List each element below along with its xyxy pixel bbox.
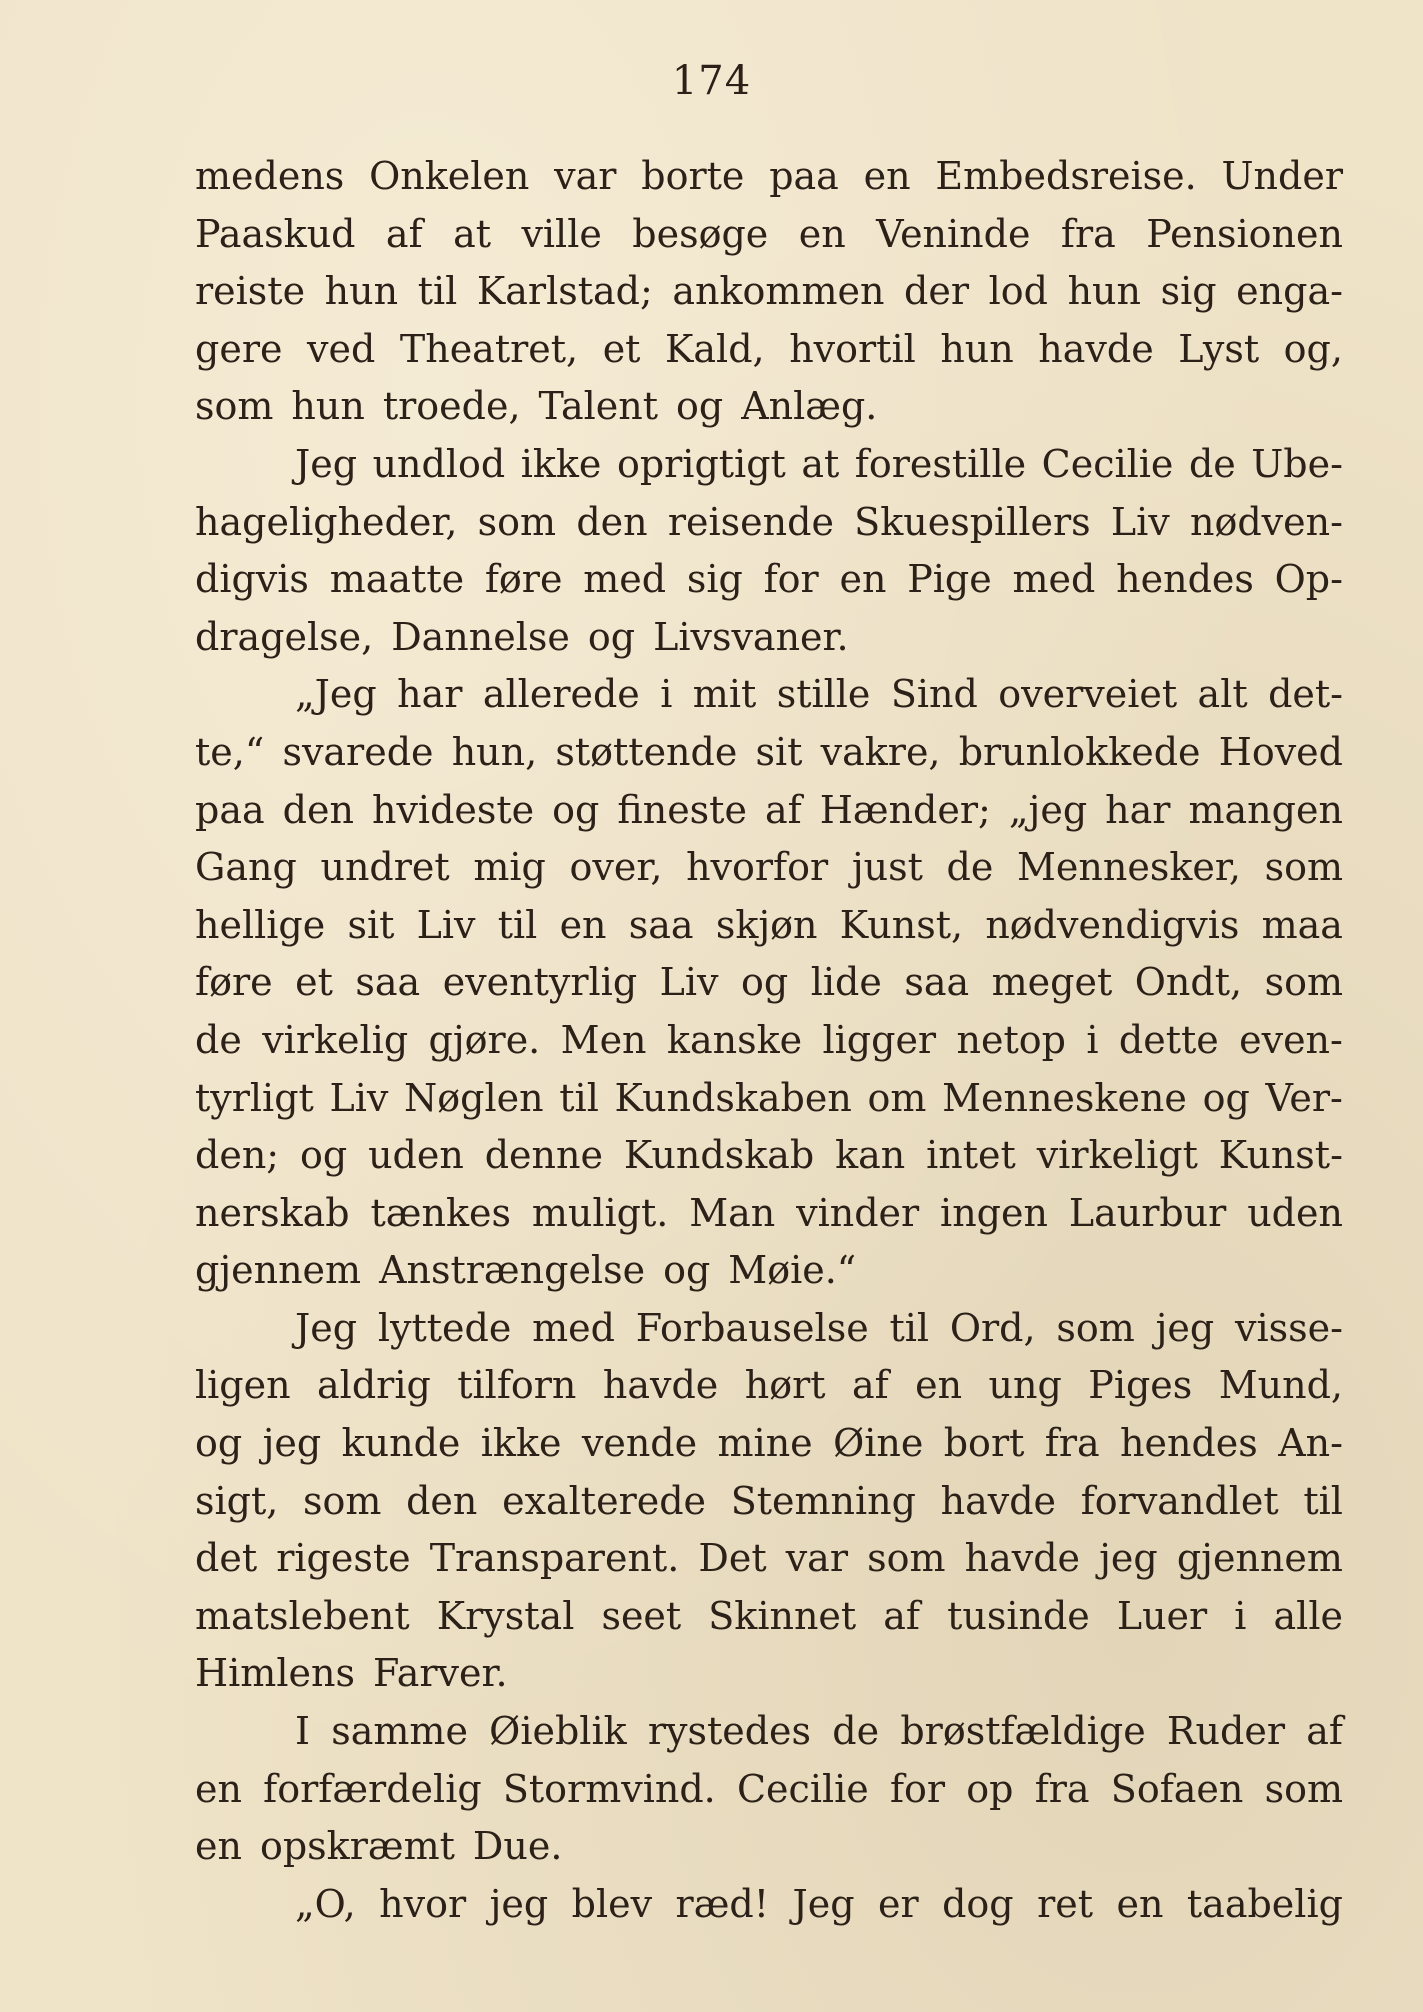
word: hvorfor bbox=[686, 845, 829, 890]
word: Man bbox=[689, 1190, 776, 1235]
text-line bbox=[195, 1645, 1343, 1703]
word: til bbox=[417, 269, 458, 314]
word: den bbox=[282, 787, 354, 832]
word: hun, bbox=[451, 729, 538, 774]
word: en bbox=[559, 902, 607, 947]
word: besøge bbox=[632, 211, 769, 256]
word: Kundskaben bbox=[614, 1075, 852, 1120]
word: Ord, bbox=[949, 1305, 1036, 1350]
text-line bbox=[195, 1185, 1343, 1243]
word: Stemning bbox=[730, 1478, 916, 1523]
word: Farver. bbox=[372, 1651, 508, 1696]
word: „Jeg bbox=[295, 672, 377, 717]
word: Talent bbox=[538, 384, 658, 429]
word: til bbox=[1303, 1478, 1343, 1523]
word: en bbox=[798, 211, 846, 256]
word: digvis bbox=[195, 557, 309, 602]
word: alt bbox=[1197, 672, 1248, 717]
word: Kundskab bbox=[623, 1133, 815, 1178]
word: ville bbox=[521, 211, 602, 256]
word: af bbox=[851, 1363, 889, 1408]
word: at bbox=[453, 211, 492, 256]
word: kunde bbox=[341, 1421, 461, 1466]
word: rystedes bbox=[647, 1709, 812, 1754]
word: taabelig bbox=[1186, 1881, 1343, 1926]
word: Sofaen bbox=[1110, 1766, 1244, 1811]
text-line bbox=[195, 1070, 1343, 1128]
word: Laurbur bbox=[1068, 1190, 1227, 1235]
word: en bbox=[915, 1363, 963, 1408]
word: hendes bbox=[1120, 1421, 1258, 1466]
word: der bbox=[904, 269, 970, 314]
word: og bbox=[195, 1421, 243, 1466]
word: en bbox=[195, 1766, 242, 1811]
word: Theatret, bbox=[399, 326, 579, 371]
word: var bbox=[554, 154, 617, 198]
word: I bbox=[295, 1709, 311, 1754]
word: tyrligt bbox=[195, 1075, 314, 1120]
word: Liv bbox=[1110, 499, 1170, 544]
word: i bbox=[1086, 1017, 1099, 1062]
word: netop bbox=[956, 1017, 1066, 1062]
word: som bbox=[1264, 1766, 1343, 1811]
word: Paaskud bbox=[195, 211, 356, 256]
word: visse- bbox=[1235, 1305, 1343, 1350]
text-line bbox=[195, 609, 1343, 667]
word: borte bbox=[641, 154, 745, 198]
word: tilforn bbox=[457, 1363, 577, 1408]
word: Skinnet bbox=[708, 1593, 857, 1638]
text-line bbox=[195, 666, 1343, 724]
word: Menneskene bbox=[942, 1075, 1187, 1120]
word: opskræmt bbox=[259, 1824, 455, 1869]
word: Under bbox=[1221, 154, 1343, 198]
word: „jeg bbox=[1008, 787, 1088, 832]
word: hun bbox=[1067, 269, 1141, 314]
word: lide bbox=[810, 960, 882, 1005]
word: Ver- bbox=[1265, 1075, 1343, 1120]
word: en bbox=[839, 557, 887, 602]
word: støttende bbox=[555, 729, 738, 774]
word: som bbox=[1056, 1305, 1135, 1350]
word: Veninde bbox=[876, 211, 1031, 256]
word: dragelse, bbox=[195, 614, 374, 659]
word: mine bbox=[717, 1421, 813, 1466]
text-line bbox=[195, 1876, 1343, 1934]
word: vende bbox=[581, 1421, 698, 1466]
word: føre bbox=[484, 557, 563, 602]
word: til bbox=[559, 1075, 599, 1120]
text-line bbox=[195, 1761, 1343, 1819]
text-line bbox=[195, 1703, 1343, 1761]
word: Nøglen bbox=[404, 1075, 544, 1120]
word: og, bbox=[1283, 326, 1343, 371]
word: Transparent. bbox=[429, 1536, 680, 1581]
word: nødven- bbox=[1189, 499, 1343, 544]
text-line bbox=[195, 1127, 1343, 1185]
word: ikke bbox=[520, 441, 602, 486]
word: den bbox=[406, 1478, 478, 1523]
word: Skuespillers bbox=[854, 499, 1091, 544]
text-line bbox=[195, 206, 1343, 264]
word: et bbox=[295, 960, 333, 1005]
word: Ube- bbox=[1251, 441, 1343, 486]
word: undret bbox=[320, 845, 450, 890]
word: fra bbox=[1044, 1421, 1100, 1466]
word: maatte bbox=[329, 557, 465, 602]
word: exalterede bbox=[502, 1478, 707, 1523]
word: Hoved bbox=[1218, 729, 1343, 774]
word: Møie.“ bbox=[728, 1248, 857, 1293]
word: blev bbox=[571, 1881, 653, 1926]
word: Krystal bbox=[436, 1593, 575, 1638]
word: ung bbox=[988, 1363, 1062, 1408]
text-line bbox=[195, 263, 1343, 321]
word: „O, bbox=[295, 1881, 356, 1926]
word: allerede bbox=[482, 672, 640, 717]
word: hageligheder, bbox=[195, 499, 458, 544]
word: et bbox=[602, 326, 641, 371]
word: var bbox=[785, 1536, 849, 1581]
word: tænkes bbox=[370, 1190, 511, 1235]
word: de bbox=[832, 1709, 880, 1754]
word: for bbox=[889, 1766, 946, 1811]
word: er bbox=[877, 1881, 919, 1926]
word: af bbox=[764, 787, 802, 832]
word: forestille bbox=[854, 441, 1027, 486]
word: Onkelen bbox=[369, 154, 530, 198]
word: stille bbox=[776, 672, 871, 717]
text-line bbox=[195, 551, 1343, 609]
word: Jeg bbox=[792, 1881, 855, 1926]
word: op bbox=[966, 1766, 1014, 1811]
word: Karlstad; bbox=[476, 269, 653, 314]
word: at bbox=[801, 441, 840, 486]
word: sit bbox=[347, 902, 395, 947]
word: Kald, bbox=[665, 326, 765, 371]
word: kanske bbox=[666, 1017, 803, 1062]
word: den; bbox=[195, 1133, 280, 1178]
word: ligger bbox=[822, 1017, 937, 1062]
word: og bbox=[675, 384, 724, 429]
word: det bbox=[195, 1536, 258, 1581]
word: alle bbox=[1273, 1593, 1343, 1638]
word: oprigtigt bbox=[616, 441, 786, 486]
text-line bbox=[195, 1300, 1343, 1358]
word: Jeg bbox=[295, 441, 358, 486]
word: An- bbox=[1278, 1421, 1343, 1466]
word: fra bbox=[1060, 211, 1116, 256]
word: Himlens bbox=[195, 1651, 355, 1696]
word: havde bbox=[602, 1363, 719, 1408]
word: seet bbox=[601, 1593, 682, 1638]
word: undlod bbox=[372, 441, 506, 486]
word: Jeg bbox=[295, 1305, 358, 1350]
word: intet bbox=[926, 1133, 1016, 1178]
text-line bbox=[195, 1530, 1343, 1588]
word: Ondt, bbox=[1134, 960, 1243, 1005]
word: og bbox=[299, 1133, 348, 1178]
word: sig bbox=[1160, 269, 1217, 314]
word: Sind bbox=[890, 672, 978, 717]
word: nerskab bbox=[195, 1190, 350, 1235]
word: de bbox=[1188, 441, 1236, 486]
word: paa bbox=[769, 154, 839, 198]
word: Dannelse bbox=[391, 614, 570, 659]
word: sit bbox=[755, 729, 803, 774]
word: aldrig bbox=[317, 1363, 431, 1408]
word: ankommen bbox=[672, 269, 885, 314]
word: virkelig bbox=[262, 1017, 409, 1062]
text-line bbox=[195, 1012, 1343, 1070]
word: en bbox=[863, 154, 911, 198]
word: brøstfældige bbox=[900, 1709, 1146, 1754]
word: kan bbox=[835, 1133, 906, 1178]
word: har bbox=[397, 672, 463, 717]
word: jeg bbox=[1155, 1305, 1215, 1350]
word: ræd! bbox=[675, 1881, 770, 1926]
text-line bbox=[195, 1242, 1343, 1300]
word: paa bbox=[195, 787, 265, 832]
word: over, bbox=[569, 845, 663, 890]
word: Piges bbox=[1088, 1363, 1193, 1408]
word: vakre, bbox=[820, 729, 941, 774]
word: jeg bbox=[262, 1421, 322, 1466]
word: overveiet bbox=[998, 672, 1178, 717]
word: Men bbox=[560, 1017, 647, 1062]
word: troede, bbox=[382, 384, 521, 429]
word: rigeste bbox=[276, 1536, 411, 1581]
word: denne bbox=[484, 1133, 603, 1178]
word: om bbox=[867, 1075, 927, 1120]
word: samme bbox=[331, 1709, 468, 1754]
text-line bbox=[195, 1818, 1343, 1876]
word: som bbox=[867, 1536, 946, 1581]
word: og bbox=[1202, 1075, 1250, 1120]
text-line bbox=[195, 1415, 1343, 1473]
word: virkeligt bbox=[1036, 1133, 1198, 1178]
word: de bbox=[195, 1017, 242, 1062]
word: Lyst bbox=[1178, 326, 1260, 371]
word: vinder bbox=[796, 1190, 920, 1235]
word: forvandlet bbox=[1080, 1478, 1279, 1523]
word: i bbox=[660, 672, 673, 717]
word: hvideste bbox=[371, 787, 535, 832]
word: Gang bbox=[195, 845, 297, 890]
word: Det bbox=[698, 1536, 767, 1581]
word: havde bbox=[1038, 326, 1154, 371]
word: Pensionen bbox=[1146, 211, 1343, 256]
word: sig bbox=[686, 557, 743, 602]
word: Liv bbox=[659, 960, 719, 1005]
word: fineste bbox=[617, 787, 747, 832]
text-line bbox=[195, 897, 1343, 955]
text-line bbox=[195, 321, 1343, 379]
word: og bbox=[663, 1248, 711, 1293]
word: som bbox=[1264, 960, 1343, 1005]
word: har bbox=[1105, 787, 1171, 832]
word: reiste bbox=[195, 269, 306, 314]
word: brunlokkede bbox=[958, 729, 1201, 774]
word: havde bbox=[940, 1478, 1057, 1523]
word: bort bbox=[943, 1421, 1025, 1466]
word: som bbox=[303, 1478, 382, 1523]
word: lyttede bbox=[377, 1305, 512, 1350]
word: Due. bbox=[472, 1824, 563, 1869]
word: muligt. bbox=[531, 1190, 669, 1235]
text-line bbox=[195, 954, 1343, 1012]
word: jeg bbox=[1099, 1536, 1158, 1581]
word: te,“ bbox=[195, 729, 265, 774]
text-line bbox=[195, 724, 1343, 782]
word: ved bbox=[307, 326, 376, 371]
word: enga- bbox=[1236, 269, 1343, 314]
word: hun bbox=[291, 384, 365, 429]
word: og bbox=[741, 960, 789, 1005]
word: gjennem bbox=[195, 1248, 362, 1293]
word: hørt bbox=[744, 1363, 826, 1408]
word: en bbox=[195, 1824, 242, 1869]
word: lod bbox=[988, 269, 1048, 314]
word: det- bbox=[1268, 672, 1343, 717]
word: ret bbox=[1037, 1881, 1094, 1926]
word: ligen bbox=[195, 1363, 291, 1408]
word: Liv bbox=[416, 902, 476, 947]
word: for bbox=[763, 557, 819, 602]
word: Øieblik bbox=[489, 1709, 627, 1754]
word: en bbox=[1116, 1881, 1164, 1926]
body-text bbox=[195, 148, 1343, 1933]
word: med bbox=[583, 557, 667, 602]
word: hellige bbox=[195, 902, 326, 947]
word: fra bbox=[1034, 1766, 1090, 1811]
text-line bbox=[195, 839, 1343, 897]
text-line bbox=[195, 494, 1343, 552]
word: og bbox=[552, 787, 600, 832]
word: mit bbox=[692, 672, 757, 717]
word: eventyrlig bbox=[442, 960, 638, 1005]
word: jeg bbox=[489, 1881, 549, 1926]
word: Luer bbox=[1116, 1593, 1208, 1638]
word: saa bbox=[355, 960, 421, 1005]
word: matslebent bbox=[195, 1593, 410, 1638]
word: reisende bbox=[667, 499, 834, 544]
text-line bbox=[195, 782, 1343, 840]
word: den bbox=[576, 499, 648, 544]
text-line bbox=[195, 378, 1343, 436]
word: meget bbox=[991, 960, 1113, 1005]
word: Anstrængelse bbox=[379, 1248, 646, 1293]
word: de bbox=[946, 845, 994, 890]
word: havde bbox=[964, 1536, 1081, 1581]
word: til bbox=[497, 902, 538, 947]
text-line bbox=[195, 1588, 1343, 1646]
word: Embedsreise. bbox=[935, 154, 1197, 198]
word: Op- bbox=[1274, 557, 1343, 602]
word: hvor bbox=[379, 1881, 467, 1926]
word: Kunst- bbox=[1218, 1133, 1343, 1178]
word: Cecilie bbox=[736, 1766, 869, 1811]
word: svarede bbox=[282, 729, 434, 774]
page-number: 174 bbox=[671, 58, 752, 104]
word: med bbox=[532, 1305, 615, 1350]
word: forfærdelig bbox=[263, 1766, 482, 1811]
word: Anlæg. bbox=[741, 384, 878, 429]
word: dog bbox=[942, 1881, 1014, 1926]
word: som bbox=[477, 499, 557, 544]
word: ikke bbox=[480, 1421, 562, 1466]
word: af bbox=[883, 1593, 920, 1638]
word: og bbox=[587, 614, 636, 659]
word: just bbox=[851, 845, 923, 890]
word: i bbox=[1234, 1593, 1247, 1638]
text-line bbox=[195, 1473, 1343, 1531]
word: Liv bbox=[329, 1075, 389, 1120]
word: gjøre. bbox=[428, 1017, 541, 1062]
text-line bbox=[195, 436, 1343, 494]
word: Cecilie bbox=[1041, 441, 1174, 486]
word: med bbox=[1012, 557, 1096, 602]
word: Ruder bbox=[1166, 1709, 1285, 1754]
word: Mennesker, bbox=[1016, 845, 1241, 890]
word: Kunst, bbox=[839, 902, 964, 947]
word: tusinde bbox=[947, 1593, 1090, 1638]
word: Øine bbox=[833, 1421, 924, 1466]
word: sigt, bbox=[195, 1478, 279, 1523]
word: hvortil bbox=[789, 326, 916, 371]
word: til bbox=[889, 1305, 930, 1350]
word: nødvendigvis bbox=[985, 902, 1240, 947]
word: som bbox=[1264, 845, 1343, 890]
word: even- bbox=[1239, 1017, 1343, 1062]
word: gere bbox=[195, 326, 283, 371]
word: maa bbox=[1261, 902, 1343, 947]
word: saa bbox=[904, 960, 970, 1005]
text-line bbox=[195, 1357, 1343, 1415]
word: ingen bbox=[940, 1190, 1048, 1235]
word: hun bbox=[324, 269, 399, 314]
word: gjennem bbox=[1176, 1536, 1343, 1581]
word: Stormvind. bbox=[502, 1766, 716, 1811]
word: Pige bbox=[907, 557, 992, 602]
word: hendes bbox=[1116, 557, 1254, 602]
word: uden bbox=[1247, 1190, 1343, 1235]
word: hun bbox=[940, 326, 1014, 371]
word: skjøn bbox=[715, 902, 818, 947]
word: Forbauselse bbox=[635, 1305, 869, 1350]
word: af bbox=[385, 211, 423, 256]
word: mig bbox=[473, 845, 546, 890]
word: Mund, bbox=[1218, 1363, 1343, 1408]
word: Livsvaner. bbox=[653, 614, 849, 659]
word: af bbox=[1306, 1709, 1343, 1754]
word: uden bbox=[368, 1133, 464, 1178]
word: mangen bbox=[1188, 787, 1343, 832]
word: føre bbox=[195, 960, 273, 1005]
word: som bbox=[195, 384, 274, 429]
word: dette bbox=[1118, 1017, 1219, 1062]
word: saa bbox=[628, 902, 694, 947]
word: Hænder; bbox=[819, 787, 991, 832]
text-line bbox=[195, 148, 1343, 206]
word: medens bbox=[195, 154, 345, 198]
